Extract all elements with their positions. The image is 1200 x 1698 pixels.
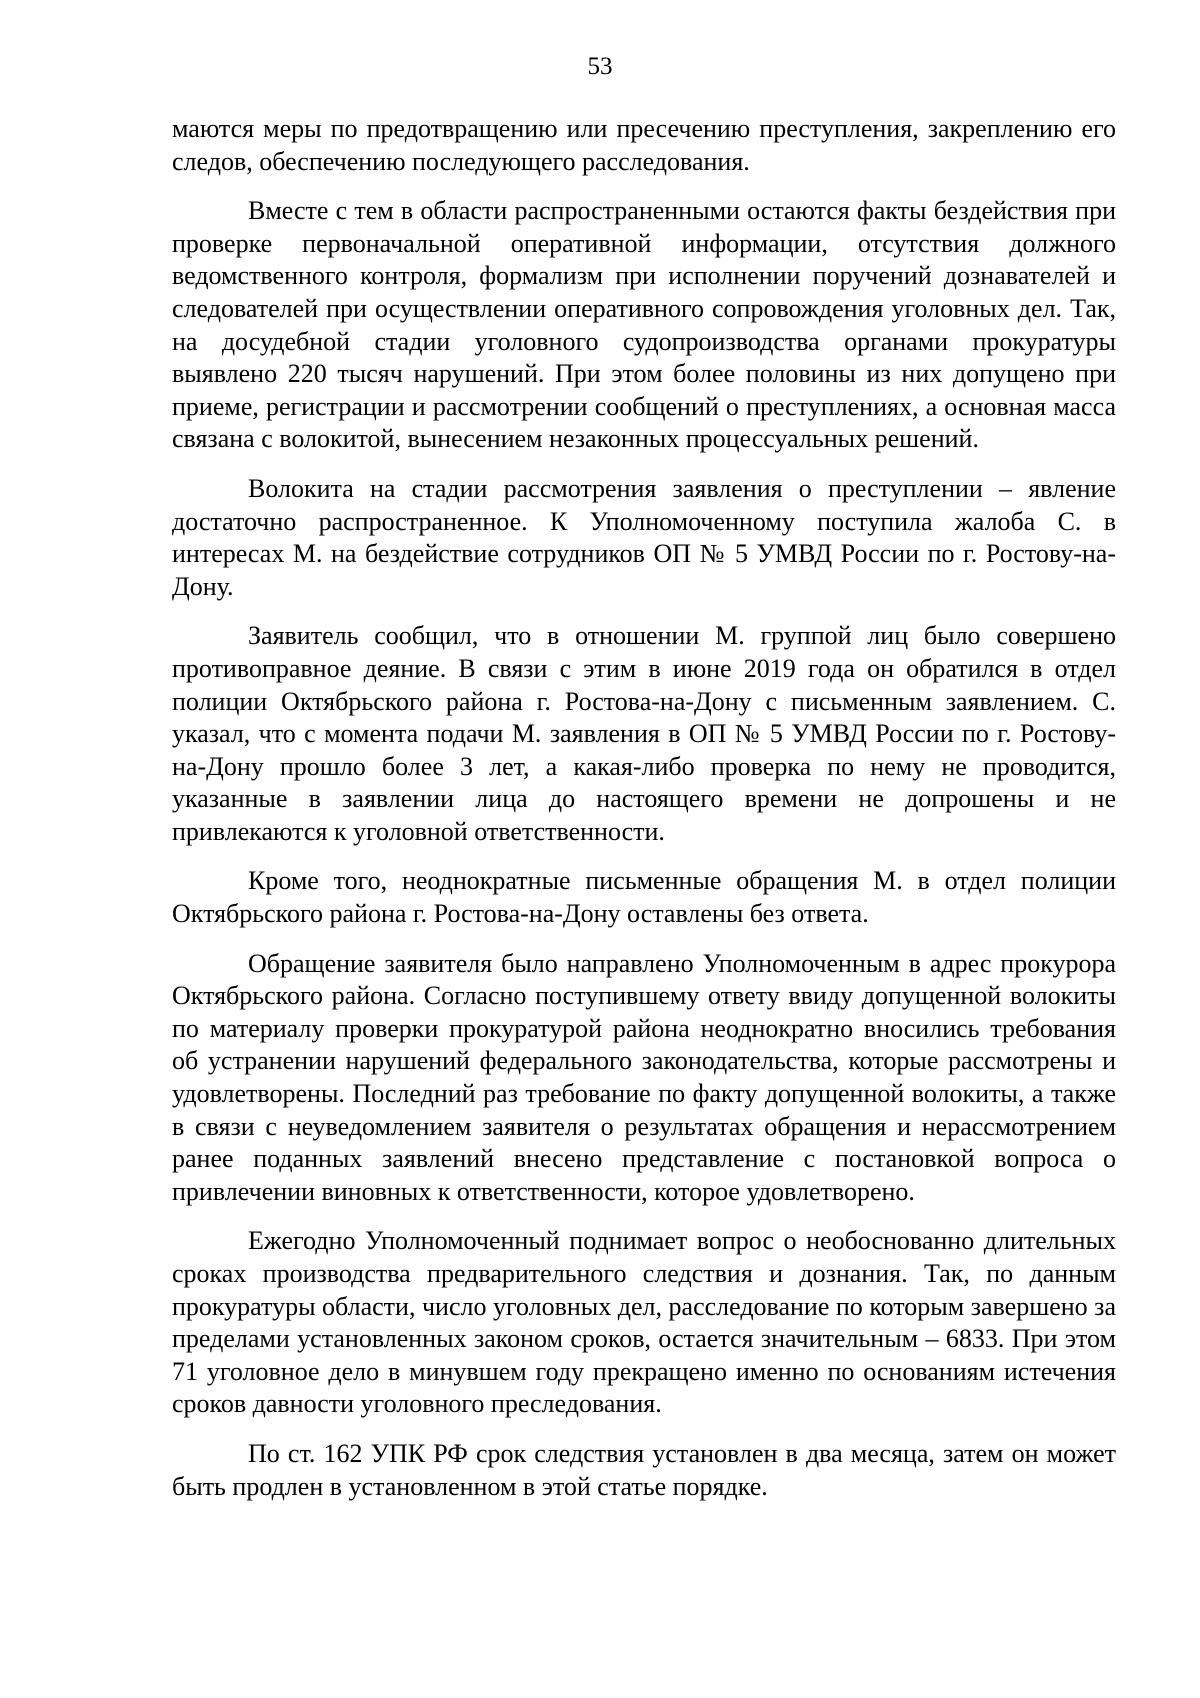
paragraph: Заявитель сообщил, что в отношении М. группой лиц было совершено противоправное деяние. В связи с этим в июне 2019 года он обратился в отдел полиции Октябрьского района г. Ростова-на-Дону с письменным заявлением. С. указал, что с момента подачи М. заявления в ОП № 5 УМВД России по г. Ростову-на-Дону прошло более 3 лет, а какая-либо проверка по нему не проводится, указанные в заявлении лица до настоящего времени не допрошены и не привлекаются к уголовной ответственности.	[172, 621, 1116, 846]
paragraph: Ежегодно Уполномоченный поднимает вопрос о необоснованно длительных сроках производства предварительного следствия и дознания. Так, по данным прокуратуры области, число уголовных дел, расследование по которым завершено за пределами установленных законом сроков, остается значительным – 6833. При этом 71 уголовное дело в минувшем году прекращено именно по основаниям истечения сроков давности уголовного преследования.	[172, 1226, 1116, 1419]
page-number: 53	[587, 53, 613, 80]
paragraph-continued: маются меры по предотвращению или пресечению преступления, закреплению его следов, обеспечению последующего расследования.	[172, 114, 1116, 176]
paragraph: Обращение заявителя было направлено Уполномоченным в адрес прокурора Октябрьского района. Согласно поступившему ответу ввиду допущенной волокиты по материалу проверки прокуратурой района неоднократно вносились требования об устранении нарушений федерального законодательства, которые рассмотрены и удовлетворены. Последний раз требование по факту допущенной волокиты, а также в связи с неуведомлением заявителя о результатах обращения и нерассмотрением ранее поданных заявлений внесено представление с постановкой вопроса о привлечении виновных к ответственности, которое удовлетворено.	[172, 948, 1116, 1206]
paragraph: Вместе с тем в области распространенными остаются факты бездействия при проверке первоначальной оперативной информации, отсутствия должного ведомственного контроля, формализм при исполнении поручений дознавателей и следователей при осуществлении оперативного сопровождения уголовных дел. Так, на досудебной стадии уголовного судопроизводства органами прокуратуры выявлено 220 тысяч нарушений. При этом более половины из них допущено при приеме, регистрации и рассмотрении сообщений о преступлениях, а основная масса связана с волокитой, вынесением незаконных процессуальных решений.	[172, 196, 1116, 454]
paragraph: По ст. 162 УПК РФ срок следствия установлен в два месяца, затем он может быть продлен в установленном в этой статье порядке.	[172, 1438, 1116, 1501]
paragraph: Волокита на стадии рассмотрения заявления о преступлении – явление достаточно распространенное. К Уполномоченному поступила жалоба С. в интересах М. на бездействие сотрудников ОП № 5 УМВД России по г. Ростову-на-Дону.	[172, 473, 1116, 601]
document-body	[172, 113, 1116, 1520]
paragraph: Кроме того, неоднократные письменные обращения М. в отдел полиции Октябрьского района г. Ростова-на-Дону оставлены без ответа.	[172, 866, 1116, 929]
